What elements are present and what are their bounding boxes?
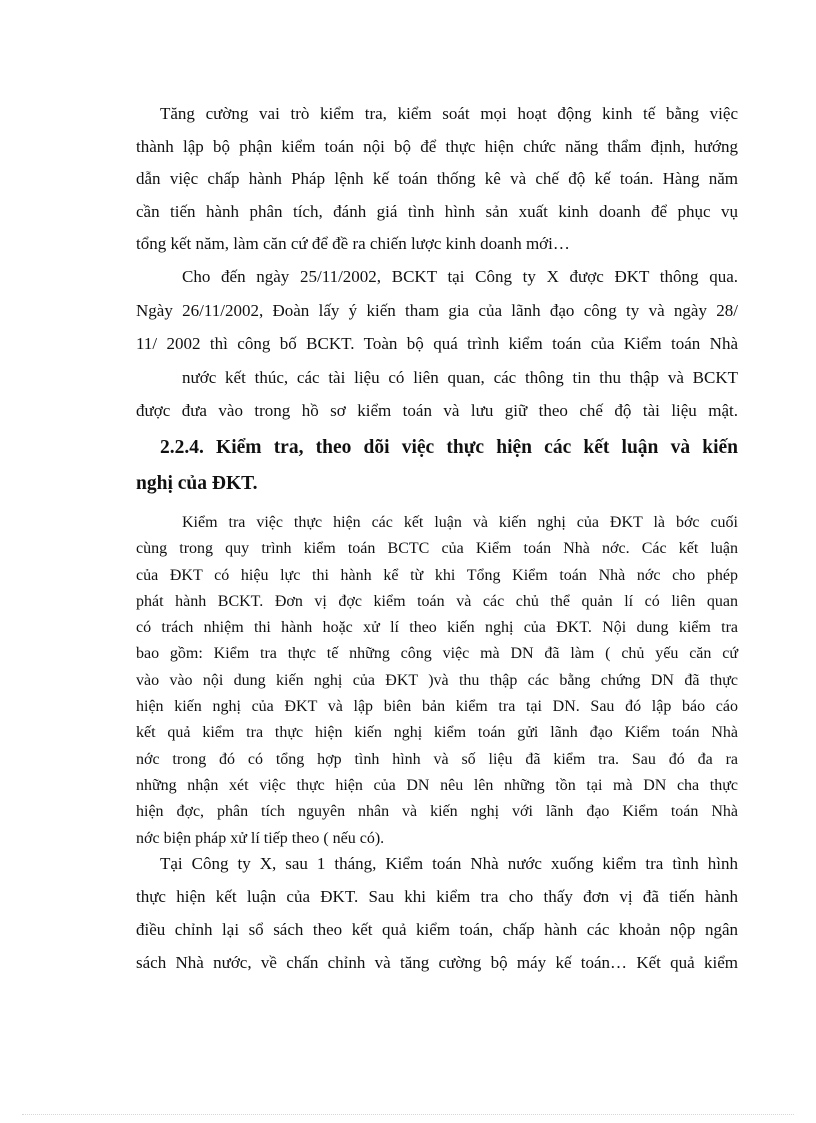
text-line: sách Nhà nước, về chấn chỉnh và tăng cường bộ máy kế toán… Kết quả kiểm — [136, 953, 738, 972]
text-line: tổng kết năm, làm căn cứ để đề ra chiến lược kinh doanh mới… — [136, 234, 570, 253]
section-heading — [136, 430, 738, 502]
paragraph-company-x-result — [136, 847, 738, 979]
page-bottom-divider — [22, 1114, 794, 1115]
text-line: nớc biện pháp xử lí tiếp theo ( nếu có). — [136, 829, 385, 847]
text-line: thành lập bộ phận kiểm toán nội bộ để thực hiện chức năng thẩm định, hướng — [136, 136, 738, 156]
text-line: cùng trong quy trình kiểm toán BCTC của Kiểm toán Nhà nớc. Các kết luận — [136, 540, 738, 558]
paragraph-follow-up-check — [136, 510, 738, 852]
text-line: hiện kiến nghị của ĐKT và lập biên bản kiểm tra tại DN. Sau đó lập báo cáo — [136, 698, 738, 716]
text-line: phát hành BCKT. Đơn vị đợc kiểm toán và các chủ thể quản lí có liên quan — [136, 592, 738, 610]
text-line: Ngày 26/11/2002, Đoàn lấy ý kiến tham gia của lãnh đạo công ty và ngày 28/ — [136, 300, 738, 320]
paragraph-report-publication — [136, 260, 738, 428]
text-line: cần tiến hành phân tích, đánh giá tình hình sản xuất kinh doanh để phục vụ — [136, 201, 738, 221]
text-line: 11/ 2002 thì công bố BCKT. Toàn bộ quá trình kiểm toán của Kiểm toán Nhà — [136, 334, 738, 353]
text-line: bao gồm: Kiểm tra thực tế những công việc mà DN đã làm ( chủ yếu căn cứ — [136, 645, 738, 663]
text-line: Tăng cường vai trò kiểm tra, kiểm soát mọi hoạt động kinh tế bằng việc — [160, 104, 738, 123]
text-line: có trách nhiệm thi hành hoặc xử lí theo kiến nghị của ĐKT. Nội dung kiểm tra — [136, 619, 738, 637]
text-line: kết quả kiểm tra thực hiện kiến nghị kiểm toán gửi lãnh đạo Kiểm toán Nhà — [136, 724, 738, 742]
text-line: thực hiện kết luận của ĐKT. Sau khi kiểm tra cho thấy đơn vị đã tiến hành — [136, 887, 738, 906]
text-line: của ĐKT có hiệu lực thi hành kể từ khi Tổng Kiểm toán Nhà nớc cho phép — [136, 566, 738, 584]
text-line: Cho đến ngày 25/11/2002, BCKT tại Công ty X được ĐKT thông qua. — [182, 267, 738, 286]
text-line: điều chỉnh lại sổ sách theo kết quả kiểm toán, chấp hành các khoản nộp ngân — [136, 920, 738, 939]
heading-line: nghị của ĐKT. — [136, 473, 258, 494]
text-line: Kiểm tra việc thực hiện các kết luận và kiến nghị của ĐKT là bớc cuối — [182, 514, 738, 531]
text-line: hiện đợc, phân tích nguyên nhân và kiến nghị với lãnh đạo Kiểm toán Nhà — [136, 803, 738, 821]
text-line: Tại Công ty X, sau 1 tháng, Kiểm toán Nhà nước xuống kiểm tra tình hình — [160, 854, 738, 873]
text-line: được đưa vào trong hồ sơ kiểm toán và lưu giữ theo chế độ tài liệu mật. — [136, 401, 738, 420]
paragraph-internal-audit — [136, 98, 738, 261]
text-line: vào vào nội dung kiến nghị của ĐKT )và thu thập các bằng chứng DN đã thực — [136, 671, 738, 689]
text-line: những nhận xét việc thực hiện của DN nêu lên những tồn tại mà DN cha thực — [136, 776, 738, 794]
text-line: nước kết thúc, các tài liệu có liên quan, các thông tin thu thập và BCKT — [182, 367, 738, 387]
text-line: dẫn việc chấp hành Pháp lệnh kế toán thống kê và chế độ kế toán. Hàng năm — [136, 169, 738, 188]
heading-line: 2.2.4. Kiểm tra, theo dõi việc thực hiện các kết luận và kiến — [160, 437, 738, 458]
text-line: nớc trong đó có tổng hợp tình hình và số liệu đã kiểm tra. Sau đó đa ra — [136, 750, 738, 768]
